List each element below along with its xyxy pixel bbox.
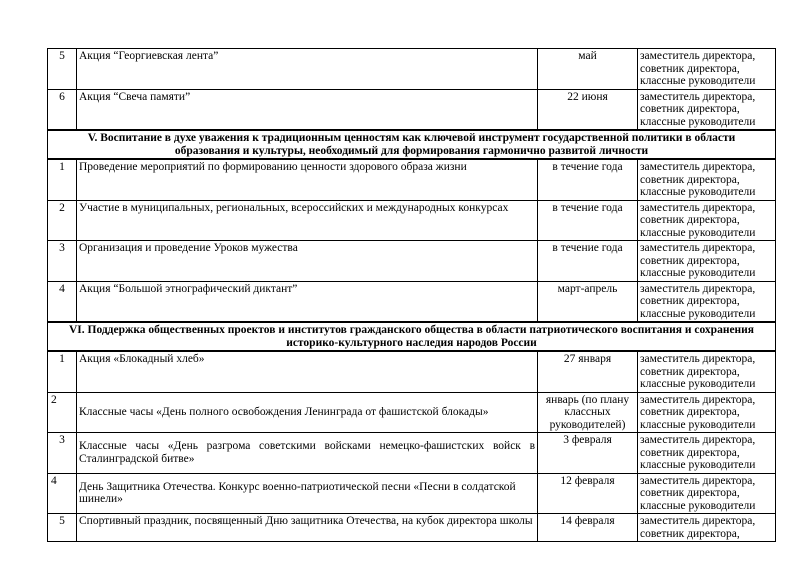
responsible-cell: заместитель директора, советник директора, классные руководители: [638, 351, 776, 392]
event-cell: Проведение мероприятий по формированию ценности здорового образа жизни: [77, 159, 538, 200]
table-row: [48, 241, 776, 282]
responsible-cell: заместитель директора, советник директора, классные руководители: [638, 89, 776, 130]
event-cell: Акция “Георгиевская лента”: [77, 49, 538, 90]
table-row: [48, 433, 776, 474]
row-number-cell: 6: [48, 89, 77, 130]
date-cell: в течение года: [538, 200, 638, 241]
date-cell: 27 января: [538, 351, 638, 392]
row-number-cell: 5: [48, 514, 77, 542]
responsible-cell: заместитель директора, советник директора, классные руководители: [638, 433, 776, 474]
row-number-cell: 5: [48, 49, 77, 90]
date-cell: 12 февраля: [538, 473, 638, 514]
date-cell: март-апрель: [538, 281, 638, 322]
date-cell: 14 февраля: [538, 514, 638, 542]
row-number-cell: 1: [48, 159, 77, 200]
table-row: [48, 89, 776, 130]
row-number-cell: 2: [48, 200, 77, 241]
table-row: [48, 49, 776, 90]
event-cell: Акция “Большой этнографический диктант”: [77, 281, 538, 322]
plan-table: [47, 48, 776, 542]
row-number-cell: 2: [48, 392, 77, 433]
event-cell: День Защитника Отечества. Конкурс военно-патриотической песни «Песни в солдатской шинели»: [77, 473, 538, 514]
row-number-cell: 3: [48, 433, 77, 474]
date-cell: 3 февраля: [538, 433, 638, 474]
table-row: [48, 392, 776, 433]
date-cell: 22 июня: [538, 89, 638, 130]
event-cell: Классные часы «День разгрома советскими войсками немецко-фашистских войск в Сталинградской битве»: [77, 433, 538, 474]
section-header-row: [48, 322, 776, 351]
event-cell: Организация и проведение Уроков мужества: [77, 241, 538, 282]
row-number-cell: 3: [48, 241, 77, 282]
responsible-cell: заместитель директора, советник директора, классные руководители: [638, 200, 776, 241]
table-row: [48, 514, 776, 542]
table-row: [48, 351, 776, 392]
plan-table-body: [48, 49, 776, 542]
responsible-cell: заместитель директора, советник директора, классные руководители: [638, 49, 776, 90]
event-cell: Спортивный праздник, посвященный Дню защитника Отечества, на кубок директора школы: [77, 514, 538, 542]
row-number-cell: 1: [48, 351, 77, 392]
responsible-cell: заместитель директора, советник директора, классные руководители: [638, 241, 776, 282]
section-header-row: [48, 130, 776, 159]
row-number-cell: 4: [48, 473, 77, 514]
row-number-cell: 4: [48, 281, 77, 322]
date-cell: май: [538, 49, 638, 90]
responsible-cell: заместитель директора, советник директора, классные руководители: [638, 392, 776, 433]
table-row: [48, 473, 776, 514]
section-header-title: VI. Поддержка общественных проектов и институтов гражданского общества в области патриотического воспитания и сохранения историко-культурного наследия народов России: [48, 322, 776, 351]
responsible-cell: заместитель директора, советник директора,: [638, 514, 776, 542]
table-row: [48, 281, 776, 322]
responsible-cell: заместитель директора, советник директора, классные руководители: [638, 159, 776, 200]
event-cell: Акция «Блокадный хлеб»: [77, 351, 538, 392]
date-cell: в течение года: [538, 159, 638, 200]
event-cell: Участие в муниципальных, региональных, всероссийских и международных конкурсах: [77, 200, 538, 241]
section-header-title: V. Воспитание в духе уважения к традиционным ценностям как ключевой инструмент государственной политики в области образования и культуры, необходимый для формирования гармонично развитой личности: [48, 130, 776, 159]
event-cell: Акция “Свеча памяти”: [77, 89, 538, 130]
event-cell: Классные часы «День полного освобождения Ленинграда от фашистской блокады»: [77, 392, 538, 433]
table-row: [48, 200, 776, 241]
responsible-cell: заместитель директора, советник директора, классные руководители: [638, 281, 776, 322]
responsible-cell: заместитель директора, советник директора, классные руководители: [638, 473, 776, 514]
date-cell: в течение года: [538, 241, 638, 282]
table-row: [48, 159, 776, 200]
date-cell: январь (по плану классных руководителей): [538, 392, 638, 433]
